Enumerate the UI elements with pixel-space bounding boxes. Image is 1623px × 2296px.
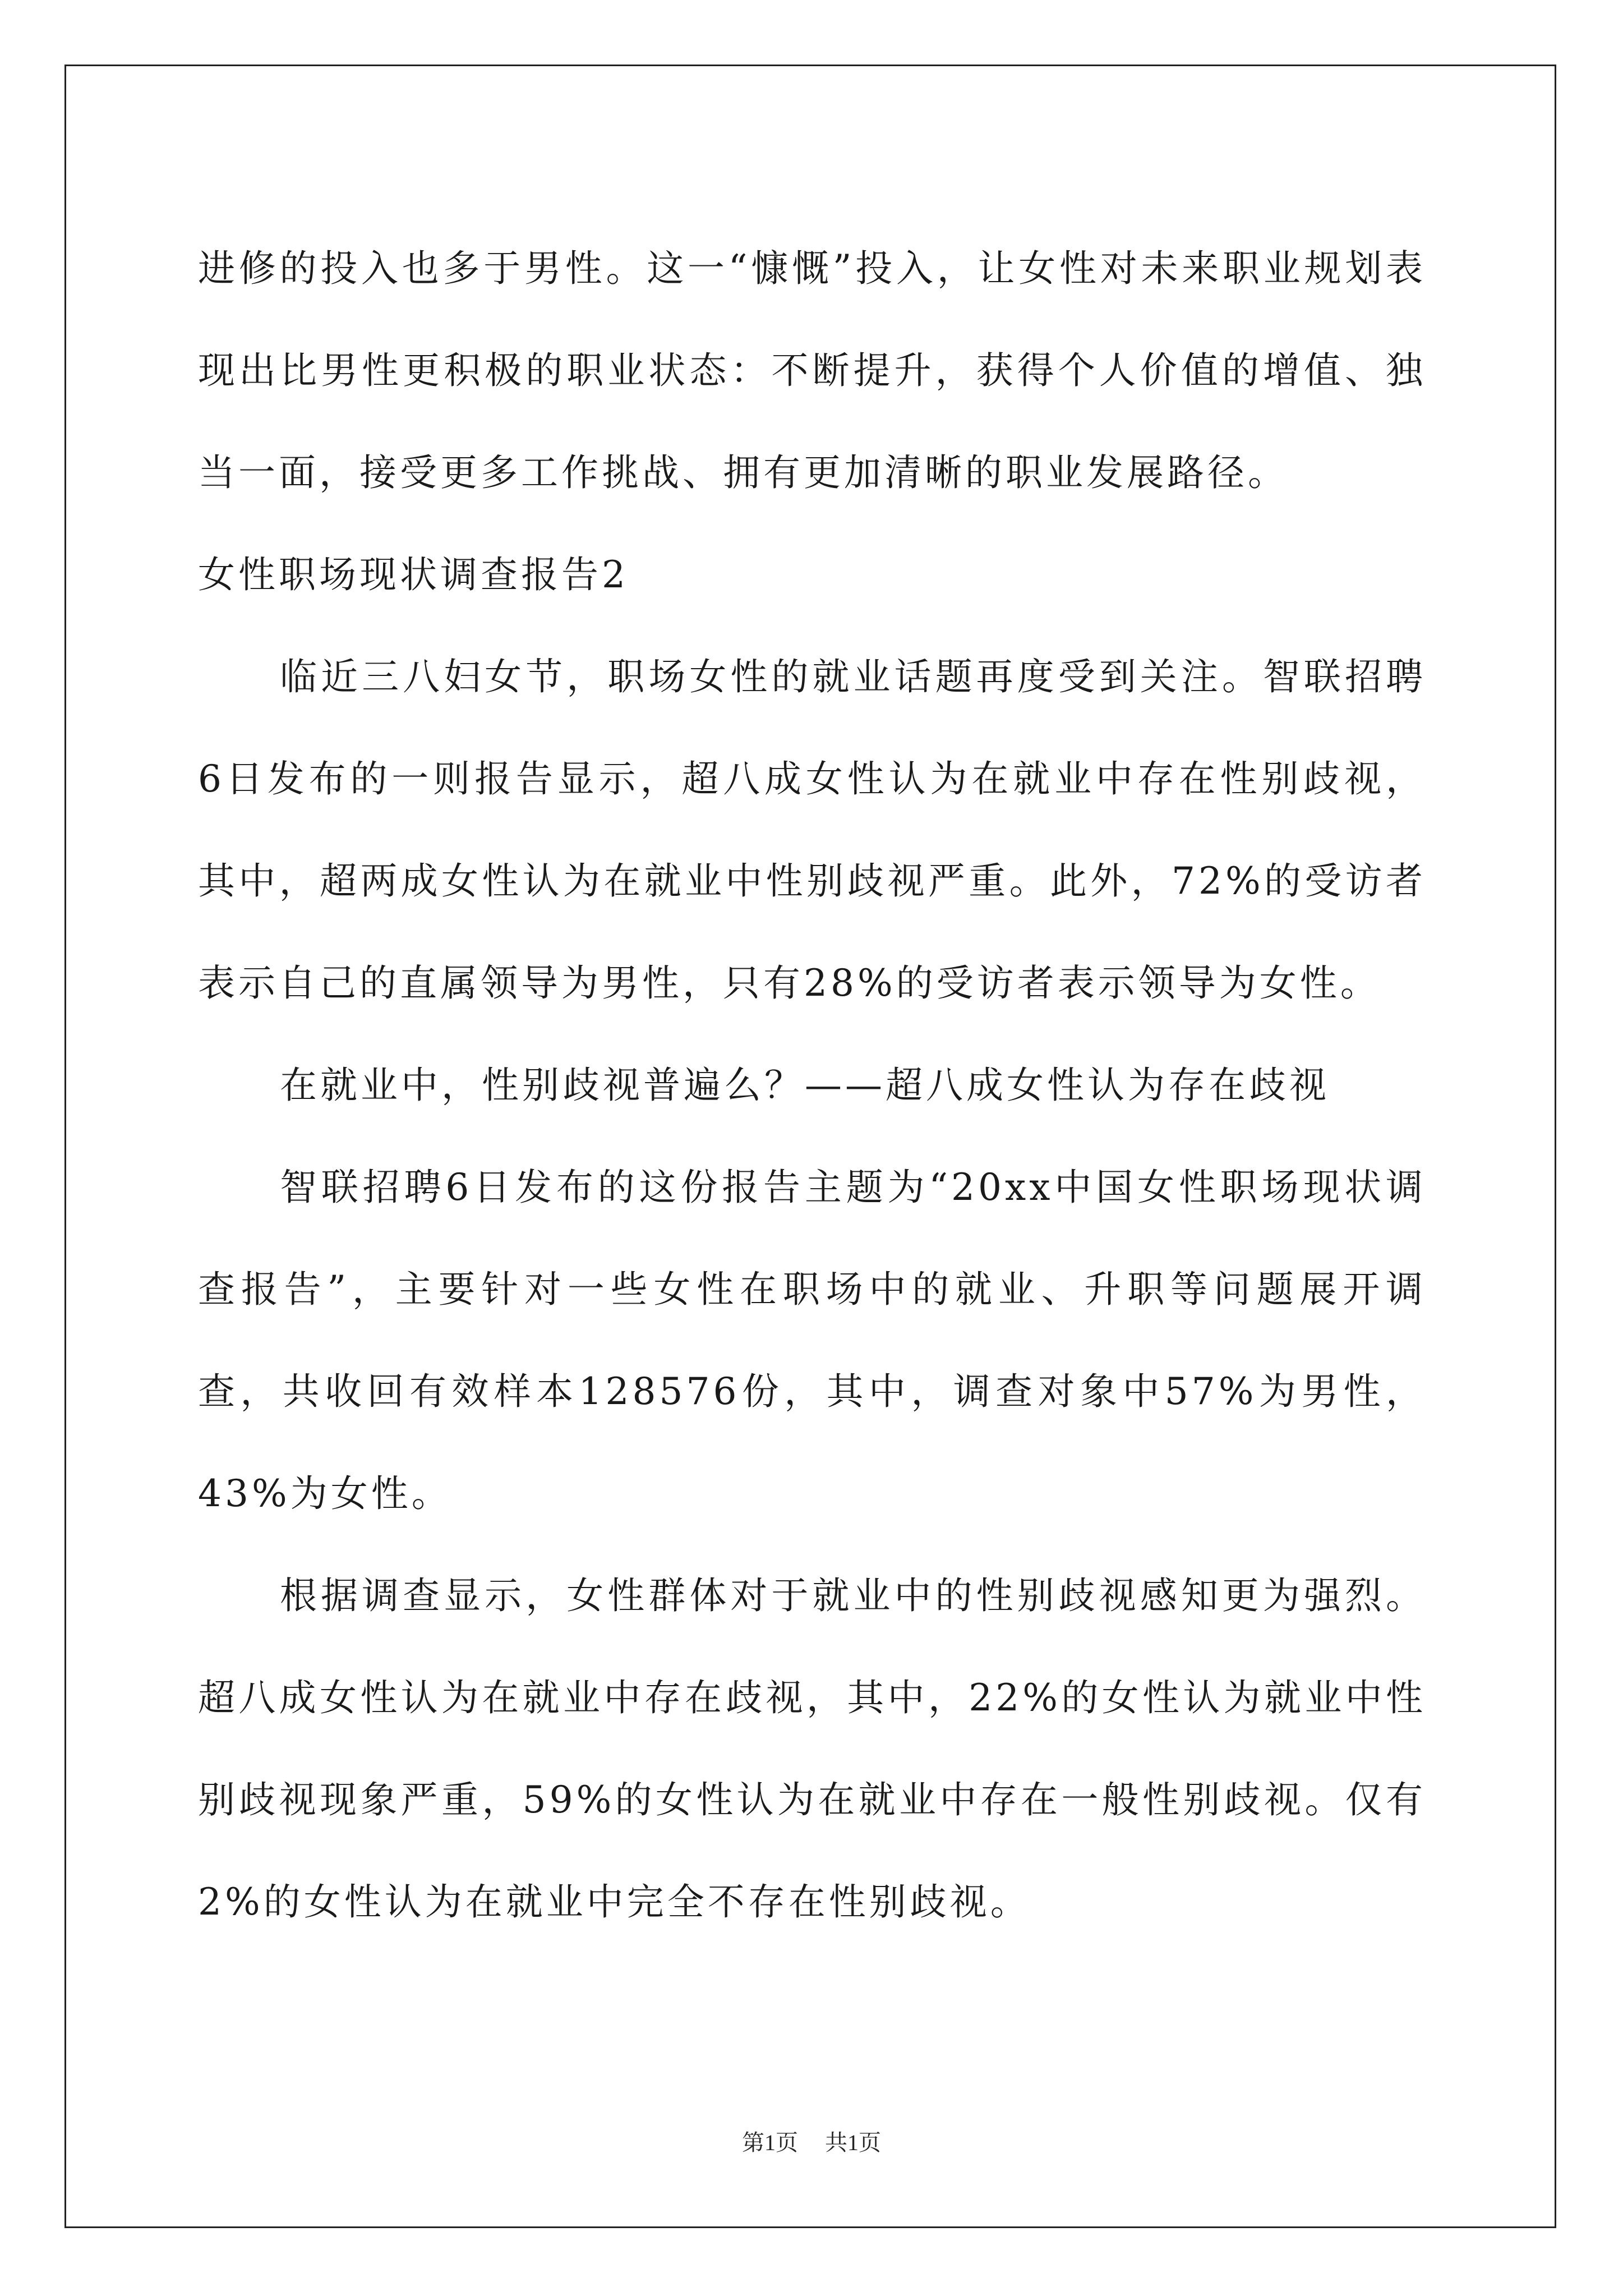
page-total: 共1页 [825, 2130, 881, 2155]
paragraph-findings: 根据调查显示，女性群体对于就业中的性别歧视感知更为强烈。超八成女性认为在就业中存在歧视，其中，22%的女性认为就业中性别歧视现象严重，59%的女性认为在就业中存在一般性别歧视。仅有2%的女性认为在就业中完全不存在性别歧视。 [198, 1574, 1426, 1924]
section-heading: 女性职场现状调查报告2 [198, 553, 629, 596]
paragraph-continuation: 进修的投入也多于男性。这一“慷慨”投入，让女性对未来职业规划表现出比男性更积极的职业状态：不断提升，获得个人价值的增值、独当一面，接受更多工作挑战、拥有更加清晰的职业发展路径。 [198, 247, 1426, 494]
document-body [198, 218, 1426, 1953]
paragraph-report-details: 智联招聘6日发布的这份报告主题为“20xx中国女性职场现状调查报告”，主要针对一些女性在职场中的就业、升职等问题展开调查，共收回有效样本128576份，其中，调查对象中57%为男性，43%为女性。 [198, 1166, 1426, 1515]
page-number: 第1页 [742, 2130, 798, 2155]
page-footer [0, 2126, 1623, 2160]
paragraph-subheading: 在就业中，性别歧视普遍么？——超八成女性认为存在歧视 [280, 1064, 1330, 1107]
paragraph-intro: 临近三八妇女节，职场女性的就业话题再度受到关注。智联招聘6日发布的一则报告显示，超八成女性认为在就业中存在性别歧视，其中，超两成女性认为在就业中性别歧视严重。此外，72%的受访者表示自己的直属领导为男性，只有28%的受访者表示领导为女性。 [198, 655, 1426, 1005]
